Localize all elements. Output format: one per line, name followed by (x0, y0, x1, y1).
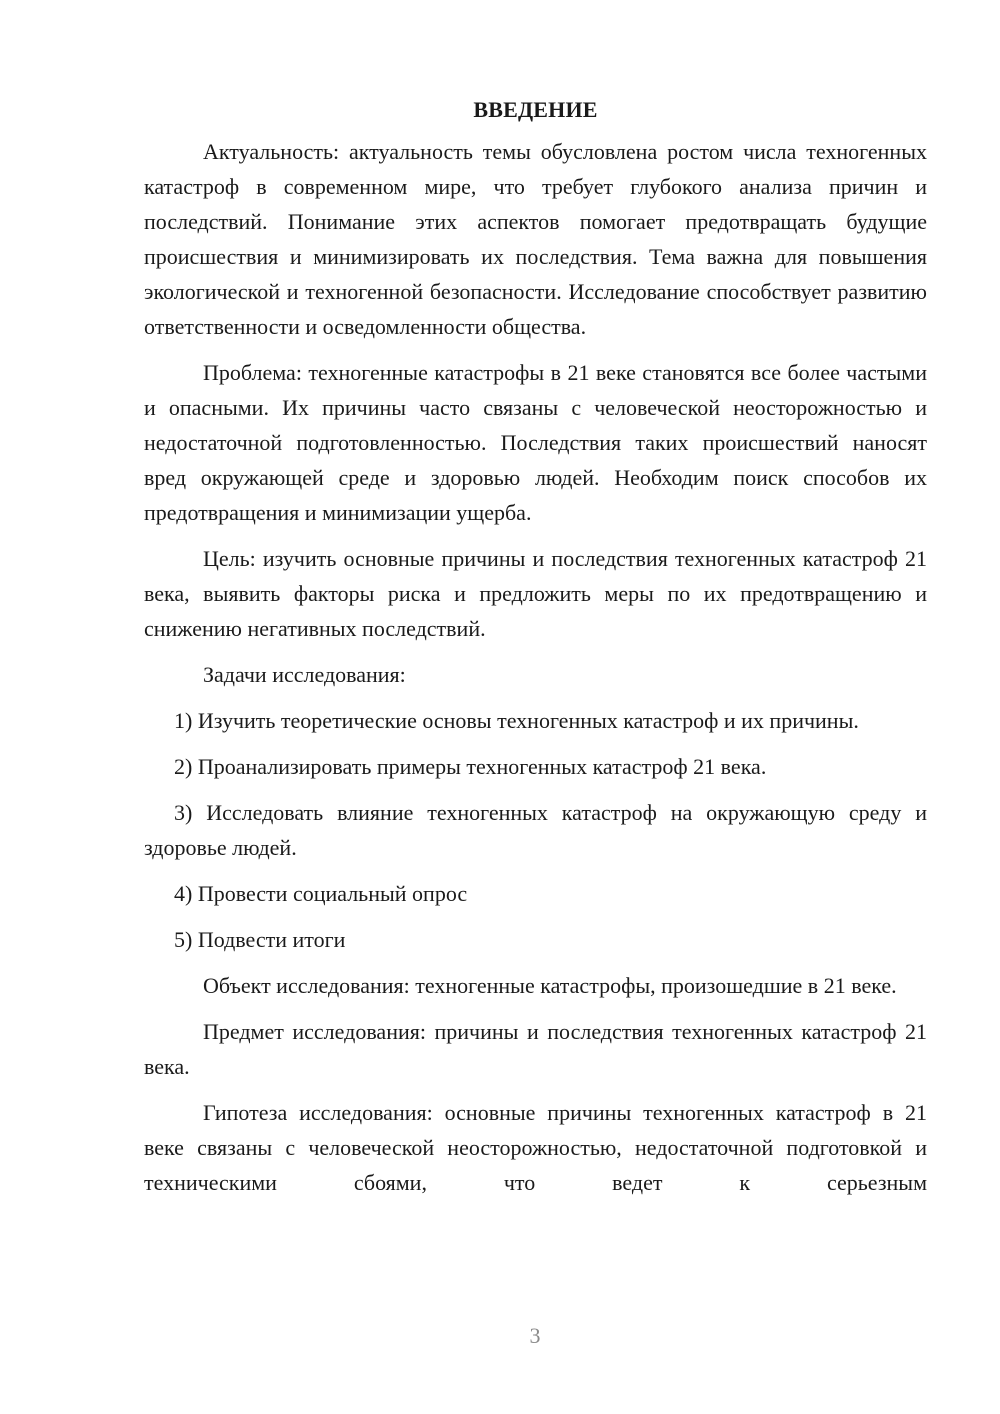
paragraph-problem: Проблема: техногенные катастрофы в 21 веке становятся все более частыми и опасными. Их причины часто связаны с человеческой неосторожностью и недостаточной подготовленностью. Последствия таких происшествий наносят вред окружающей среде и здоровью людей. Необходим поиск способов их предотвращения и минимизации ущерба. (144, 360, 927, 525)
page-number: 3 (529, 1323, 541, 1348)
paragraph-relevance: Актуальность: актуальность темы обусловлена ростом числа техногенных катастроф в современном мире, что требует глубокого анализа причин и последствий. Понимание этих аспектов помогает предотвращать будущие происшествия и минимизировать их последствия. Тема важна для повышения экологической и техногенной безопасности. Исследование способствует развитию ответственности и осведомленности общества. (144, 139, 927, 339)
task-item: 2) Проанализировать примеры техногенных катастроф 21 века. (174, 754, 767, 779)
task-item: 5) Подвести итоги (174, 927, 346, 952)
paragraph-goal: Цель: изучить основные причины и последствия техногенных катастроф 21 века, выявить факторы риска и предложить меры по их предотвращению и снижению негативных последствий. (144, 546, 927, 641)
paragraph-subject: Предмет исследования: причины и последствия техногенных катастроф 21 века. (144, 1019, 927, 1079)
section-title: ВВЕДЕНИЕ (473, 97, 598, 122)
task-item: 1) Изучить теоретические основы техногенных катастроф и их причины. (174, 708, 859, 733)
task-item: 3) Исследовать влияние техногенных катастроф на окружающую среду и здоровье людей. (144, 800, 927, 860)
paragraph-object: Объект исследования: техногенные катастрофы, произошедшие в 21 веке. (203, 973, 897, 998)
paragraph-hypothesis: Гипотеза исследования: основные причины техногенных катастроф в 21 веке связаны с человеческой неосторожностью, недостаточной подготовкой и техническими сбоями, что ведет к серьезным (144, 1100, 927, 1195)
paragraph-tasks-heading: Задачи исследования: (203, 662, 406, 687)
document-body (144, 92, 927, 1200)
task-item: 4) Провести социальный опрос (174, 881, 468, 906)
